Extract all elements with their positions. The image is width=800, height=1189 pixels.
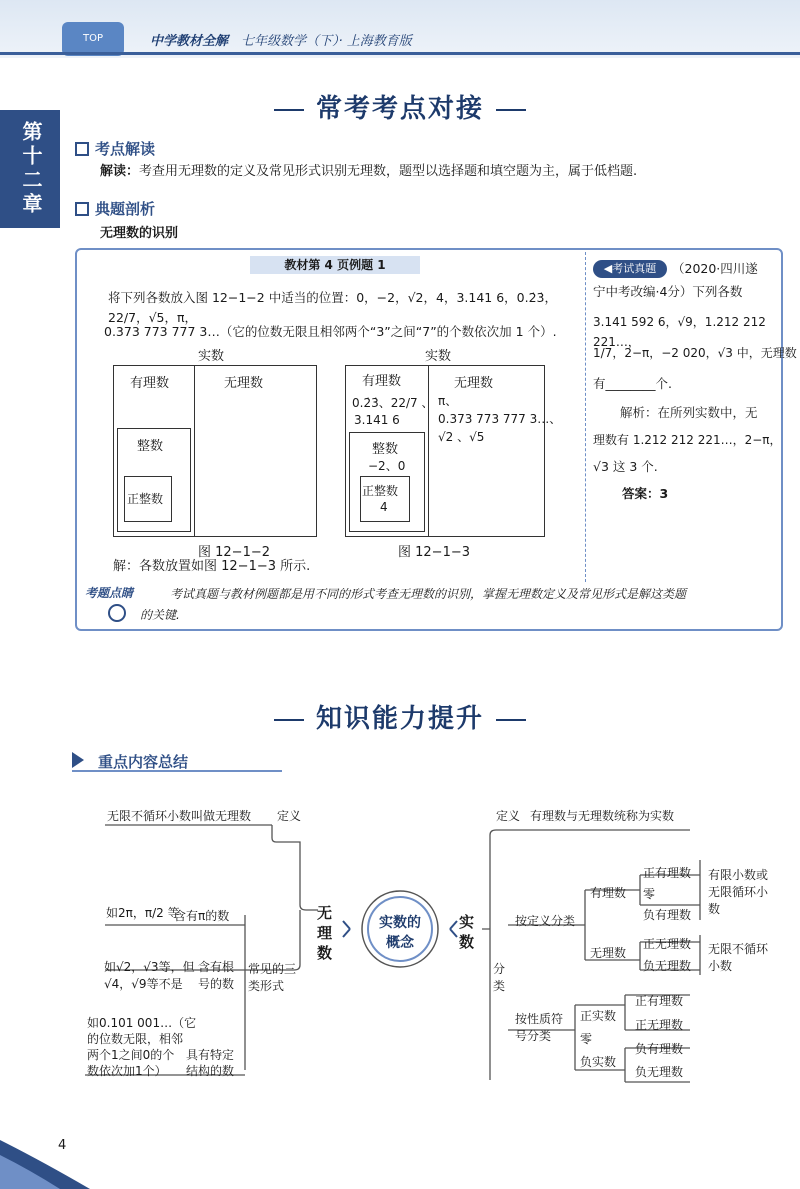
square-icon [75, 142, 89, 156]
mm-zero2: 零 [580, 1032, 593, 1046]
example-title: 教材第 4 页例题 1 [250, 256, 420, 274]
fig2-irrational-label: 无理数 [454, 376, 494, 391]
fig1-integer-label: 整数 [137, 439, 164, 454]
header-title [150, 30, 412, 49]
fig2-irr-items3: √2 、√5 [438, 430, 485, 444]
fig2-integer-label: 整数 [372, 442, 399, 457]
mm-form3c: 两个1之间0的个 [87, 1048, 175, 1062]
fig2-rational-items2: 3.141 6 [354, 413, 400, 427]
kaodian-text: 解读：考查用无理数的定义及常见形式识别无理数，题型以选择题和填空题为主，属于低档题. [100, 164, 638, 179]
fig2-outer-label: 实数 [425, 349, 452, 364]
exam-line7: 理数有 1.212 212 221…，2−π， [593, 433, 782, 447]
mm-by-def: 按定义分类 [515, 914, 576, 928]
mm-form2c: 含有根 [198, 960, 235, 974]
exam-answer: 答案：3 [622, 486, 669, 501]
section-title-1: 常考考点对接 [0, 88, 800, 125]
summary-heading: 重点内容总结 [98, 753, 189, 771]
triangle-icon [72, 752, 84, 768]
dianti-heading: 典题剖析 [75, 198, 155, 219]
example-line2: 0.373 773 777 3…（它的位数无限且相邻两个“3”之间“7”的个数依次加 1 个）. [104, 324, 557, 339]
mm-center1: 实数的 [379, 915, 421, 931]
book-title: 中学教材全解 [150, 34, 229, 49]
mm-zero: 零 [643, 887, 656, 901]
exam-badge: ◀考试真题 [593, 260, 667, 278]
mm-pos-rat2: 正有理数 [635, 994, 684, 1008]
mm-form2b: √4，√9等不是 [104, 977, 183, 991]
mm-neg-irr: 负无理数 [643, 959, 692, 973]
book-subtitle: 七年级数学（下）· 上海教育版 [241, 34, 412, 49]
topic-title: 无理数的识别 [100, 226, 179, 241]
mm-nonrep: 无限不循环小数 [708, 942, 769, 973]
mm-form3a: 如0.101 001…（它 [87, 1016, 197, 1030]
fig1-caption: 图 12−1−2 [198, 545, 271, 560]
fig2-posint-items: 4 [380, 500, 388, 514]
mm-neg-real: 负实数 [580, 1055, 617, 1069]
exam-line3: 3.141 592 6，√9，1.212 212 221…， [593, 315, 766, 349]
mm-form2d: 号的数 [198, 977, 235, 991]
square-icon [75, 202, 89, 216]
mm-center2: 概念 [386, 935, 414, 951]
mm-def-left: 定义 [277, 809, 302, 823]
fig2-integer-items: −2、0 [368, 459, 406, 473]
footer-wave [0, 1130, 800, 1189]
example-line1: 将下列各数放入图 12−1−2 中适当的位置：0，−2，√2，4，3.141 6，0.2̇3̇，22/7，√5，π， [108, 290, 558, 325]
exam-line8: √3 这 3 个. [593, 459, 658, 474]
exam-line2: 宁中考改编·4分）下列各数 [593, 284, 743, 299]
mm-left-node: 无理数 [317, 904, 333, 962]
mm-pos-irr2: 正无理数 [635, 1018, 684, 1032]
tip-text1: 考试真题与教材例题都是用不同的形式考查无理数的识别，掌握无理数定义及常见形式是解这类题 [170, 587, 687, 601]
exam-line5: 有________个. [593, 376, 672, 391]
fig1-rational-label: 有理数 [130, 376, 170, 391]
mm-def-left-text: 无限不循环小数叫做无理数 [107, 809, 252, 823]
mm-form3b: 的位数无限，相邻 [87, 1032, 184, 1046]
mm-right-node: 实数 [459, 913, 475, 951]
section-title-2: 知识能力提升 [0, 698, 800, 735]
mm-neg-rat: 负有理数 [643, 908, 692, 922]
exam-line6: 解析：在所列实数中，无 [620, 405, 758, 420]
fig2-caption: 图 12−1−3 [398, 545, 471, 560]
tip-label: 考题点睛 [85, 586, 134, 600]
fig2-irr-items1: π、 [438, 394, 458, 408]
header-rule [0, 52, 800, 55]
fig1-outer-label: 实数 [198, 349, 225, 364]
mm-form3f: 结构的数 [186, 1064, 235, 1078]
mm-def-right: 定义 [496, 809, 521, 823]
example-answer: 解：各数放置如图 12−1−3 所示. [113, 559, 311, 574]
mm-forms: 常见的三类形式 [248, 962, 297, 993]
mm-form3e: 具有特定 [186, 1048, 235, 1062]
eye-icon [108, 604, 126, 622]
fig1-posint-label: 正整数 [127, 492, 164, 506]
mm-irrational: 无理数 [590, 946, 627, 960]
page-number: 4 [58, 1138, 67, 1153]
fig2-irr-items2: 0.373 773 777 3…、 [438, 412, 562, 426]
mm-rational: 有理数 [590, 886, 627, 900]
mm-pos-irr: 正无理数 [643, 937, 692, 951]
kaodian-heading: 考点解读 [75, 138, 155, 159]
fig2-rational-label: 有理数 [362, 374, 402, 389]
book-logo: TOP [62, 22, 124, 56]
mm-by-sign: 按性质符号分类 [515, 1012, 564, 1043]
mm-neg-irr2: 负无理数 [635, 1065, 684, 1079]
mm-form1a: 如2π，π/2 等 [106, 906, 180, 920]
mm-pos-real: 正实数 [580, 1009, 617, 1023]
exam-line1: （2020·四川遂 [672, 261, 758, 276]
chapter-tab: 第十二章 [0, 110, 60, 228]
mm-form1b: 含有π的数 [174, 909, 230, 923]
mm-form2a: 如√2，√3等，但 [104, 960, 195, 974]
mm-classify: 分类 [493, 962, 506, 993]
mm-finite: 有限小数或无限循环小数 [708, 868, 769, 916]
mm-pos-rat: 正有理数 [643, 866, 692, 880]
mm-neg-rat2: 负有理数 [635, 1042, 684, 1056]
mm-form3d: 数依次加1个） [87, 1064, 167, 1078]
exam-line4: 1/7，2−π，−2 020，√3 中，无理数 [593, 346, 797, 360]
fig2-posint-label: 正整数 [362, 484, 399, 498]
mm-def-right-text: 有理数与无理数统称为实数 [530, 809, 675, 823]
tip-text2: 的关键. [140, 608, 180, 622]
example-divider [585, 252, 586, 582]
fig2-rational-items1: 0.2̇3̇、22/7 、 [352, 396, 434, 410]
fig1-irrational-label: 无理数 [224, 376, 264, 391]
